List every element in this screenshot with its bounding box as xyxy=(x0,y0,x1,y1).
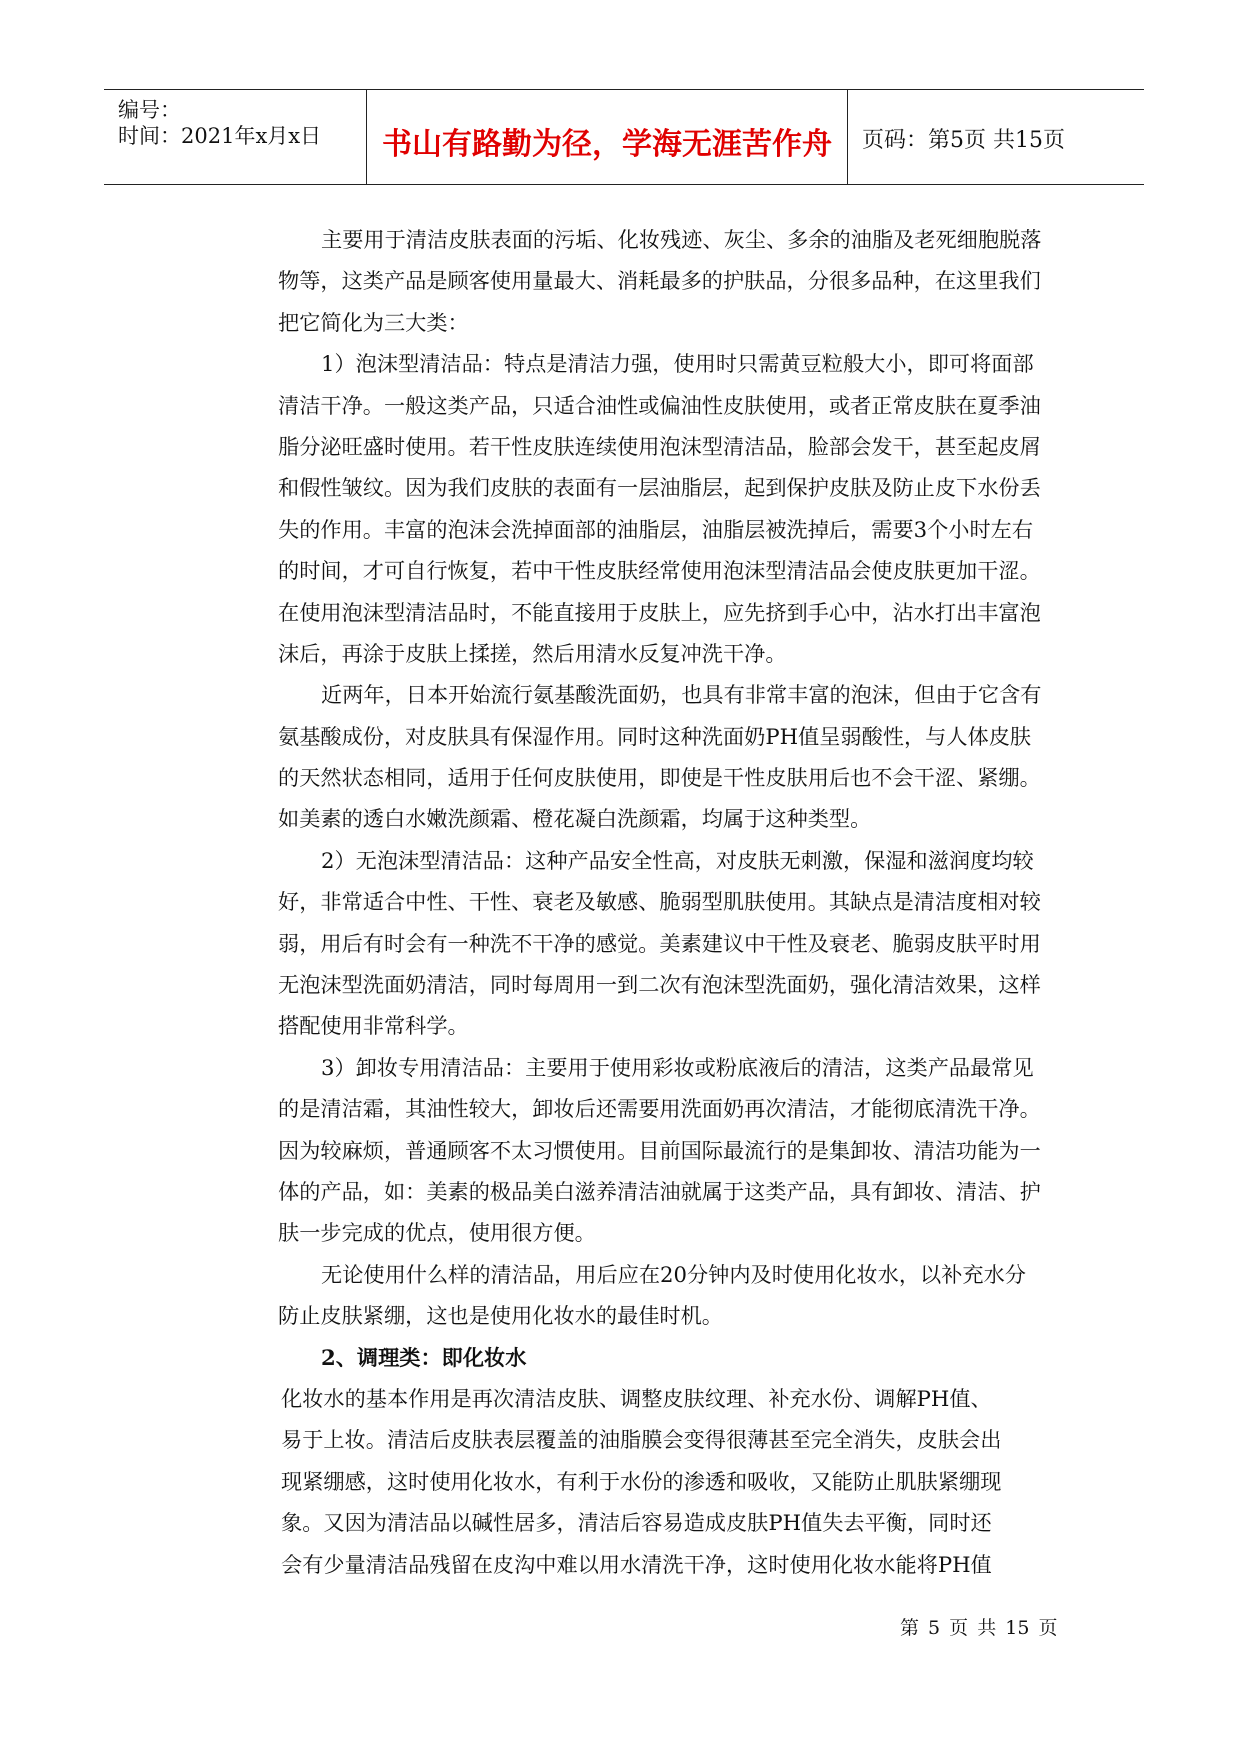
document-date-label: 时间：2021年x月x日 xyxy=(118,124,322,148)
document-number-label: 编号： xyxy=(118,98,181,122)
text-line: 氨基酸成份，对皮肤具有保湿作用。同时这种洗面奶PH值呈弱酸性，与人体皮肤 xyxy=(278,723,1032,749)
text-line: 的天然状态相同，适用于任何皮肤使用，即使是干性皮肤用后也不会干涩、紧绷。 xyxy=(278,765,1041,791)
text-line: 主要用于清洁皮肤表面的污垢、化妆残迹、灰尘、多余的油脂及老死细胞脱落 xyxy=(321,227,1042,252)
text-line: 弱，用后有时会有一种洗不干净的感觉。美素建议中干性及衰老、脆弱皮肤平时用 xyxy=(278,930,1041,956)
page-footer: 第 5 页 共 15 页 xyxy=(900,1617,1058,1639)
text-line: 2）无泡沫型清洁品：这种产品安全性高，对皮肤无刺激，保湿和滋润度均较 xyxy=(321,847,1034,873)
header-page-code: 页码：第5页 共15页 xyxy=(862,128,1065,153)
text-line: 把它简化为三大类： xyxy=(278,309,469,335)
text-line: 近两年，日本开始流行氨基酸洗面奶，也具有非常丰富的泡沫，但由于它含有 xyxy=(321,682,1042,708)
text-line: 的是清洁霜，其油性较大，卸妆后还需要用洗面奶再次清洁，才能彻底清洗干净。 xyxy=(278,1096,1041,1122)
text-line: 脂分泌旺盛时使用。若干性皮肤连续使用泡沫型清洁品，脸部会发干，甚至起皮屑 xyxy=(278,433,1041,459)
header-motto: 书山有路勤为径，学海无涯苦作舟 xyxy=(382,127,832,162)
text-line: 3）卸妆专用清洁品：主要用于使用彩妆或粉底液后的清洁，这类产品最常见 xyxy=(321,1054,1034,1080)
header-page-cell xyxy=(848,90,1144,184)
page-header xyxy=(104,89,1144,185)
text-line: 和假性皱纹。因为我们皮肤的表面有一层油脂层，起到保护皮肤及防止皮下水份丢 xyxy=(278,475,1041,501)
text-line: 象。又因为清洁品以碱性居多，清洁后容易造成皮肤PH值失去平衡，同时还 xyxy=(281,1510,992,1536)
text-line: 因为较麻烦，普通顾客不太习惯使用。目前国际最流行的是集卸妆、清洁功能为一 xyxy=(278,1137,1041,1163)
text-line: 防止皮肤紧绷，这也是使用化妆水的最佳时机。 xyxy=(278,1303,723,1329)
text-line: 搭配使用非常科学。 xyxy=(278,1013,469,1039)
text-line: 沫后，再涂于皮肤上揉搓，然后用清水反复冲洗干净。 xyxy=(278,640,787,666)
text-line: 易于上妆。清洁后皮肤表层覆盖的油脂膜会变得很薄甚至完全消失，皮肤会出 xyxy=(281,1427,1002,1453)
text-line: 1）泡沫型清洁品：特点是清洁力强，使用时只需黄豆粒般大小，即可将面部 xyxy=(321,351,1034,377)
text-line: 在使用泡沫型清洁品时，不能直接用于皮肤上，应先挤到手心中，沾水打出丰富泡 xyxy=(278,599,1041,625)
text-line: 现紧绷感，这时使用化妆水，有利于水份的渗透和吸收，又能防止肌肤紧绷现 xyxy=(281,1468,1002,1494)
text-line: 会有少量清洁品残留在皮沟中难以用水清洗干净，这时使用化妆水能将PH值 xyxy=(281,1551,992,1577)
header-motto-cell xyxy=(367,90,848,184)
text-line: 物等，这类产品是顾客使用量最大、消耗最多的护肤品，分很多品种，在这里我们 xyxy=(278,268,1041,294)
text-line: 无泡沫型洗面奶清洁，同时每周用一到二次有泡沫型洗面奶，强化清洁效果，这样 xyxy=(278,972,1041,998)
text-line: 的时间，才可自行恢复，若中干性皮肤经常使用泡沫型清洁品会使皮肤更加干涩。 xyxy=(278,558,1041,584)
section-heading: 2、调理类：即化妆水 xyxy=(321,1344,527,1370)
text-line: 肤一步完成的优点，使用很方便。 xyxy=(278,1220,596,1246)
text-line: 化妆水的基本作用是再次清洁皮肤、调整皮肤纹理、补充水份、调解PH值、 xyxy=(281,1385,992,1411)
text-line: 清洁干净。一般这类产品，只适合油性或偏油性皮肤使用，或者正常皮肤在夏季油 xyxy=(278,392,1041,418)
text-line: 无论使用什么样的清洁品，用后应在20分钟内及时使用化妆水，以补充水分 xyxy=(321,1261,1026,1287)
text-line: 失的作用。丰富的泡沫会洗掉面部的油脂层，油脂层被洗掉后，需要3个小时左右 xyxy=(278,516,1034,542)
text-line: 如美素的透白水嫩洗颜霜、橙花凝白洗颜霜，均属于这种类型。 xyxy=(278,806,872,832)
body-text xyxy=(278,219,1058,1585)
text-line: 体的产品，如：美素的极品美白滋养清洁油就属于这类产品，具有卸妆、清洁、护 xyxy=(278,1178,1041,1204)
header-info-cell xyxy=(104,90,367,184)
text-line: 好，非常适合中性、干性、衰老及敏感、脆弱型肌肤使用。其缺点是清洁度相对较 xyxy=(278,889,1041,915)
